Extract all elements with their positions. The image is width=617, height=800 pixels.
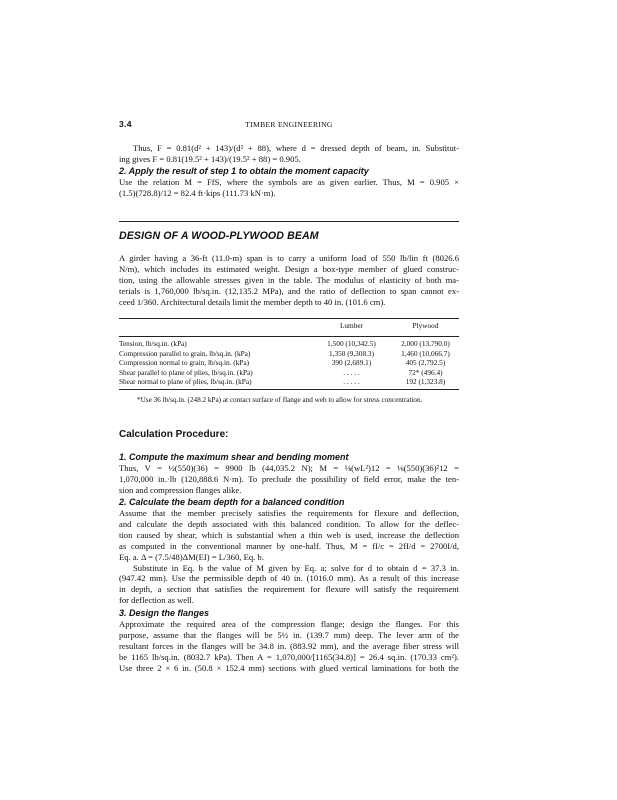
row-label: Shear normal to plane of plies, lb/sq.in. (kPa) [119,377,252,387]
page-number: 3.4 [119,119,132,129]
lumber-value: . . . . . [343,377,360,387]
text-line: Approximate the required area of the compression flange; design the flanges. For this [119,619,459,629]
text-line: Assume that the member precisely satisfies the requirements for flexure and deflection, [119,508,459,518]
table-row [119,368,459,378]
table-row [119,349,459,359]
text-line: Use the relation M = FfS, where the symbols are as given earlier. Thus, M = 0.905 × [119,177,459,187]
table-top-rule [119,318,459,319]
row-label: Compression parallel to grain, lb/sq.in. (kPa) [119,348,251,358]
text-line: and calculate the depth associated with this balanced condition. To allow for the deflec- [119,518,459,529]
section-title: DESIGN OF A WOOD-PLYWOOD BEAM [119,230,319,242]
text-line: as computed in the conventional manner by one-half. Thus, M = fI/c = 2fI/d = 2700I/d, [119,540,459,551]
step-paragraph-apply-result [119,177,459,199]
text-line: (1.5)(728.8)/12 = 82.4 ft·kips (111.73 kN·m). [119,187,276,198]
text-line: Eq. a. Δ = (7.5/48)ΔM(EI) = L/360, Eq. b. [119,551,264,562]
plywood-value: 405 (2,792.5) [405,358,446,368]
step-heading-shear-moment: 1. Compute the maximum shear and bending moment [119,452,349,462]
running-title: TIMBER ENGINEERING [245,120,333,129]
table-row [119,377,459,387]
calculation-procedure-title: Calculation Procedure: [119,429,229,440]
text-line: (947.42 mm). Use the permissible depth of 40 in. (1016.0 mm). As a result of this increase [119,573,459,584]
text-line: tion caused by shear, which is substantial when a thin web is used, increase the deflection [119,529,459,540]
text-line: be 1165 lb/sq.in. (8032.7 kPa). Then A = 1,070,000/[1165(34.8)] = 26.4 sq.in. (170.33 cm²). [119,651,459,662]
text-line: terials is 1,760,000 lb/sq.in. (12,135.2 MPa), and the ratio of deflection to span cannot ex- [119,285,459,296]
lumber-value: . . . . . [343,367,360,377]
allowable-stress-table-body [119,339,459,387]
section-rule [119,221,459,222]
table-footnote: *Use 36 lb/sq.in. (248.2 kPa) at contact surface of flange and web to allow for stress concentration. [137,396,423,404]
text-line: in depth, a section that satisfies the requirement for flexure will satisfy the requirement [119,584,459,595]
text-line: 1,070,000 in.·lb (120,888.6 N·m). To preclude the possibility of field error, make the ten- [119,473,459,484]
plywood-value: 72* (496.4) [408,367,443,377]
column-header-lumber: Lumber [339,321,364,330]
text-line: Thus, F = 0.81(d² + 143)/(d² + 88), where d = dressed depth of beam, in. Substitut- [133,143,459,153]
table-header-row [119,321,459,333]
step-heading-apply-result: 2. Apply the result of step 1 to obtain the moment capacity [119,166,369,176]
text-line: N/m), which includes its estimated weight. Design a box-type member of glued construc- [119,263,459,274]
row-label: Tension, lb/sq.in. (kPa) [119,339,187,348]
text-line: sion and compression flanges alike. [119,484,242,495]
text-line: Substitute in Eq. b the value of M given by Eq. a; solve for d to obtain d = 37.3 in. [133,562,459,573]
lumber-value: 1,500 (10,342.5) [327,339,376,348]
allowable-stress-table [119,321,459,333]
text-line: Use three 2 × 6 in. (50.8 × 152.4 mm) sections with glued vertical laminations for both the [119,662,459,673]
step-paragraph-design-flanges [119,619,459,674]
table-row [119,358,459,368]
table-row [119,339,459,349]
step-paragraph-shear-moment [119,463,459,496]
text-line: purpose, assume that the flanges will be 5½ in. (139.7 mm) deep. The lever arm of the [119,629,459,640]
text-line: resultant forces in the flanges will be 34.8 in. (883.92 mm), and the average fiber stress will [119,640,459,651]
text-line: for deflection as well. [119,595,194,606]
step-heading-design-flanges: 3. Design the flanges [119,608,210,618]
text-line: tion, using the allowable stresses given in the table. The modulus of elasticity of both ma- [119,274,459,285]
problem-statement [119,253,459,308]
plywood-value: 2,000 (13,790.0) [401,339,450,348]
step-paragraph-beam-depth [119,508,459,606]
table-header-rule [119,336,459,337]
text-line: A girder having a 36-ft (11.0-m) span is to carry a uniform load of 550 lb/lin ft (8026.6 [119,253,459,263]
plywood-value: 1,460 (10,066.7) [401,348,450,358]
plywood-value: 192 (1,323.8) [405,377,446,387]
lumber-value: 390 (2,689.1) [331,358,372,368]
step-heading-beam-depth: 2. Calculate the beam depth for a balanced condition [119,497,345,507]
column-header-plywood: Plywood [412,321,439,330]
row-label: Shear parallel to plane of plies, lb/sq.in. (kPa) [119,367,253,377]
row-label: Compression normal to grain, lb/sq.in. (kPa) [119,358,250,368]
lumber-value: 1,350 (9,308.3) [329,348,374,358]
text-line: ceed 1/360. Architectural details limit the member depth to 40 in. (101.6 cm). [119,296,386,307]
text-line: ing gives F = 0.81(19.5² + 143)/(19.5² + 88) = 0.905. [119,153,301,164]
table-bottom-rule [119,389,459,390]
text-line: Thus, V = ½(550)(36) = 9900 lb (44,035.2 N); M = ⅛(wL²)12 = ⅛(550)(36)²12 = [119,463,459,473]
intro-paragraph [119,143,459,165]
